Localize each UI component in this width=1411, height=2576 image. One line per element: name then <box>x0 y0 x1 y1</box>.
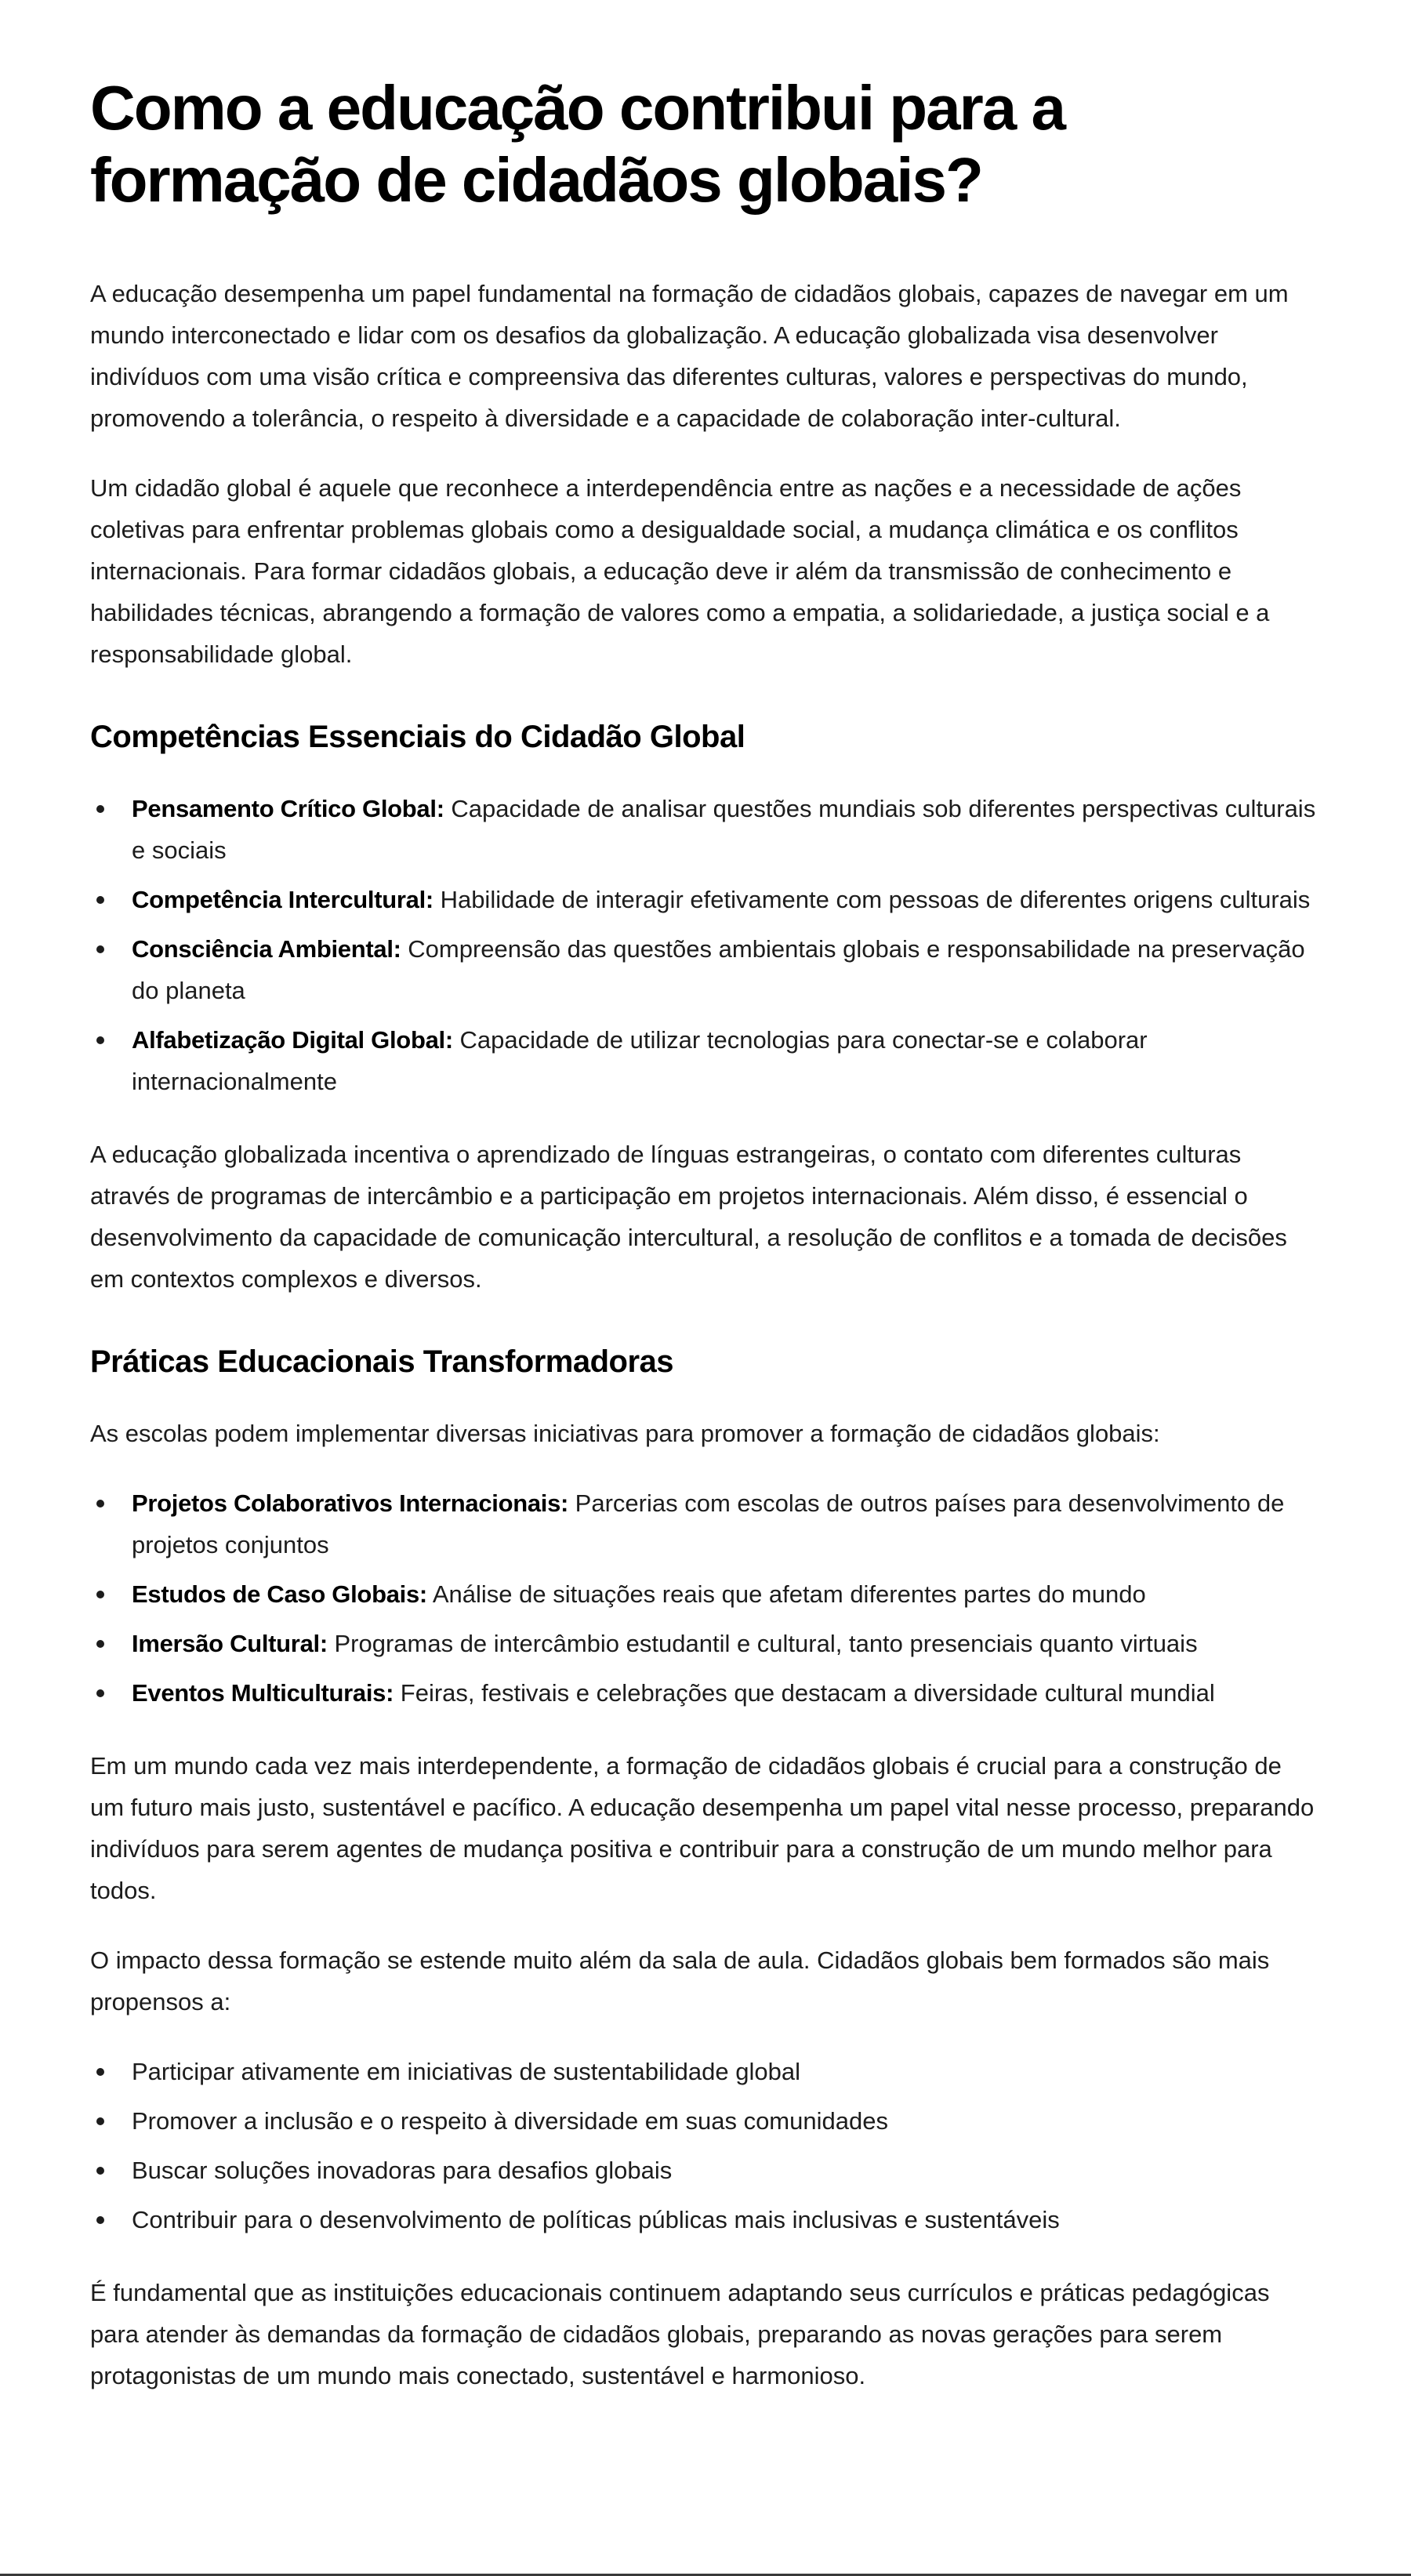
praticas-list <box>90 1482 1321 1714</box>
list-item-text: Capacidade de analisar questões mundiais sob diferentes perspectivas culturais e sociais <box>132 795 1316 864</box>
list-item-text: Compreensão das questões ambientais globais e responsabilidade na preservação do planeta <box>132 935 1305 1004</box>
list-item-term: Projetos Colaborativos Internacionais: <box>132 1489 569 1517</box>
list-item-text: Programas de intercâmbio estudantil e cultural, tanto presenciais quanto virtuais <box>327 1630 1198 1657</box>
list-item <box>90 879 1321 920</box>
list-item <box>90 1623 1321 1664</box>
list-item-term: Imersão Cultural: <box>132 1630 328 1657</box>
impact-list <box>90 2051 1321 2240</box>
list-item <box>90 1672 1321 1714</box>
list-item-term: Eventos Multiculturais: <box>132 1679 394 1707</box>
schools-paragraph: As escolas podem implementar diversas iniciativas para promover a formação de cidadãos globais: <box>90 1420 1160 1447</box>
article-title: Como a educação contribui para a formação de cidadãos globais? <box>90 73 1065 215</box>
intro-paragraph: A educação desempenha um papel fundamental na formação de cidadãos globais, capazes de navegar em um mundo interconectado e lidar com os desafios da globalização. A educação globalizada visa desenvolver indivíduos com uma visão crítica e compreensiva das diferentes culturas, valores e perspectivas do mundo, promovendo a tolerância, o respeito à diversidade e a capacidade de colaboração inter-cultural. <box>90 280 1289 432</box>
list-item <box>90 788 1321 871</box>
impact-paragraph: O impacto dessa formação se estende muito além da sala de aula. Cidadãos globais bem formados são mais propensos a: <box>90 1947 1270 2015</box>
conclusion-paragraph: É fundamental que as instituições educacionais continuem adaptando seus currículos e práticas pedagógicas para atender às demandas da formação de cidadãos globais, preparando as novas gerações para serem protagonistas de um mundo mais conectado, sustentável e harmonioso. <box>90 2279 1270 2389</box>
list-item-text: Análise de situações reais que afetam diferentes partes do mundo <box>426 1580 1146 1608</box>
list-item: Promover a inclusão e o respeito à diversidade em suas comunidades <box>90 2100 1321 2142</box>
list-item-text: Parcerias com escolas de outros países para desenvolvimento de projetos conjuntos <box>132 1489 1285 1558</box>
list-item <box>90 1482 1321 1566</box>
list-item-term: Pensamento Crítico Global: <box>132 795 444 822</box>
list-item-term: Consciência Ambiental: <box>132 935 401 963</box>
section-heading-competencias: Competências Essenciais do Cidadão Global <box>90 720 745 754</box>
list-item: Participar ativamente em iniciativas de sustentabilidade global <box>90 2051 1321 2092</box>
future-paragraph: Em um mundo cada vez mais interdependente, a formação de cidadãos globais é crucial para a construção de um futuro mais justo, sustentável e pacífico. A educação desempenha um papel vital nesse processo, preparando indivíduos para serem agentes de mudança positiva e contribuir para a construção de um mundo melhor para todos. <box>90 1752 1315 1904</box>
list-item: Buscar soluções inovadoras para desafios globais <box>90 2150 1321 2191</box>
competencias-list <box>90 788 1321 1102</box>
languages-paragraph: A educação globalizada incentiva o aprendizado de línguas estrangeiras, o contato com diferentes culturas através de programas de intercâmbio e a participação em projetos internacionais. Além disso, é essencial o desenvolvimento da capacidade de comunicação intercultural, a resolução de conflitos e a tomada de decisões em contextos complexos e diversos. <box>90 1141 1287 1293</box>
list-item-text: Capacidade de utilizar tecnologias para conectar-se e colaborar internacionalmente <box>132 1026 1148 1095</box>
section-heading-praticas: Práticas Educacionais Transformadoras <box>90 1344 674 1379</box>
list-item <box>90 1573 1321 1615</box>
list-item-term: Competência Intercultural: <box>132 886 433 913</box>
list-item-text: Feiras, festivais e celebrações que destacam a diversidade cultural mundial <box>394 1679 1215 1707</box>
list-item-term: Alfabetização Digital Global: <box>132 1026 453 1054</box>
list-item <box>90 928 1321 1011</box>
article <box>90 72 1321 2425</box>
global-citizen-paragraph: Um cidadão global é aquele que reconhece a interdependência entre as nações e a necessidade de ações coletivas para enfrentar problemas globais como a desigualdade social, a mudança climática e os conflitos internacionais. Para formar cidadãos globais, a educação deve ir além da transmissão de conhecimento e habilidades técnicas, abrangendo a formação de valores como a empatia, a solidariedade, a justiça social e a responsabilidade global. <box>90 474 1270 668</box>
list-item <box>90 1019 1321 1102</box>
list-item: Contribuir para o desenvolvimento de políticas públicas mais inclusivas e sustentáveis <box>90 2199 1321 2240</box>
list-item-term: Estudos de Caso Globais: <box>132 1580 427 1608</box>
list-item-text: Habilidade de interagir efetivamente com pessoas de diferentes origens culturais <box>433 886 1311 913</box>
